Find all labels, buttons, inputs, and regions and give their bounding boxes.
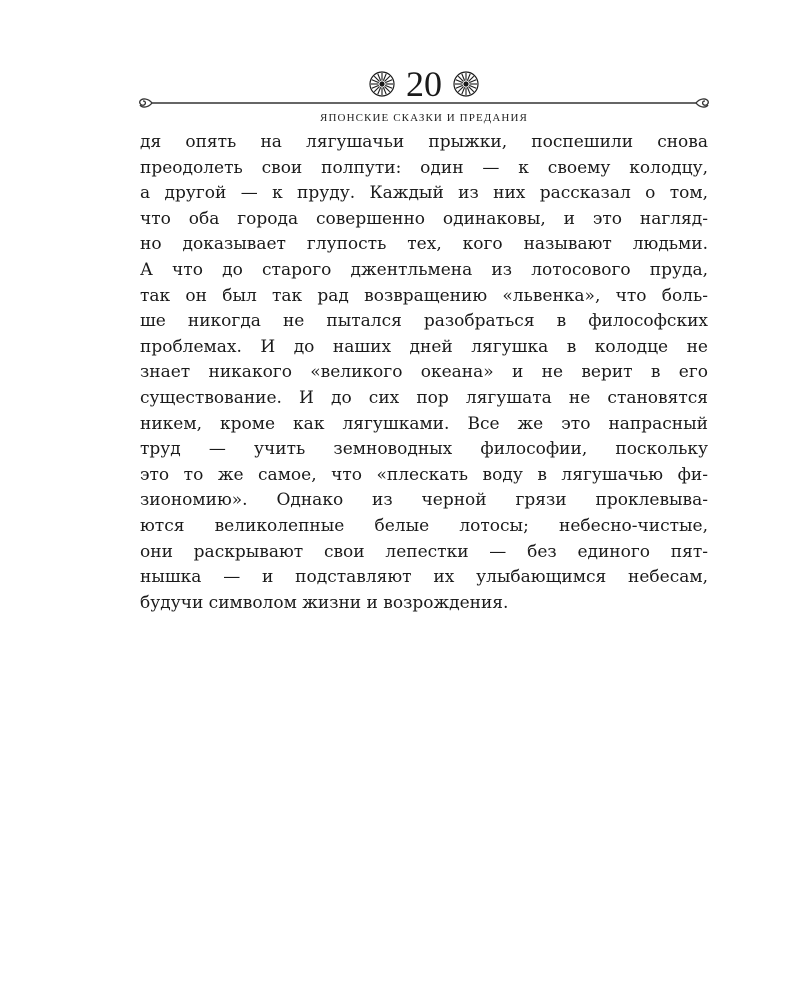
text-line: преодолеть свои полпути: один — к своему колодцу, bbox=[140, 157, 708, 178]
text-line: никем, кроме как лягушками. Все же это напрасный bbox=[140, 413, 708, 434]
text-line: это то же самое, что «плескать воду в лягушачью фи- bbox=[140, 464, 708, 485]
text-line: ются великолепные белые лотосы; небесно-чистые, bbox=[140, 515, 708, 536]
chrysanthemum-icon bbox=[452, 70, 480, 98]
text-line: так он был так рад возвращению «львенка», что боль- bbox=[140, 285, 708, 306]
text-line: знает никакого «великого океана» и не верит в его bbox=[140, 362, 708, 383]
text-line: существование. И до сих пор лягушата не становятся bbox=[140, 387, 708, 408]
text-line: но доказывает глупость тех, кого называют людьми. bbox=[140, 234, 708, 255]
body-text bbox=[140, 130, 708, 616]
page-header bbox=[138, 62, 710, 128]
text-line: зиономию». Однако из черной грязи проклевыва- bbox=[140, 490, 708, 511]
flourish-icon bbox=[140, 99, 152, 107]
chrysanthemum-icon bbox=[368, 70, 396, 98]
running-title: ЯПОНСКИЕ СКАЗКИ И ПРЕДАНИЯ bbox=[320, 112, 528, 124]
text-line: а другой — к пруду. Каждый из них рассказал о том, bbox=[140, 183, 708, 204]
header-rule bbox=[138, 96, 710, 110]
text-line: нышка — и подставляют их улыбающимся небесам, bbox=[140, 567, 708, 588]
text-line: труд — учить земноводных философии, поскольку bbox=[140, 439, 708, 460]
text-line: дя опять на лягушачьи прыжки, поспешили снова bbox=[140, 132, 708, 152]
text-line: проблемах. И до наших дней лягушка в колодце не bbox=[140, 336, 708, 357]
text-line: А что до старого джентльмена из лотосового пруда, bbox=[140, 259, 708, 280]
flourish-icon bbox=[696, 99, 708, 107]
text-line: они раскрывают свои лепестки — без единого пят- bbox=[140, 541, 708, 562]
text-line: ше никогда не пытался разобраться в философских bbox=[140, 311, 708, 332]
text-line: будучи символом жизни и возрождения. bbox=[140, 592, 509, 613]
page-number: 20 bbox=[406, 64, 442, 104]
text-line: что оба города совершенно одинаковы, и это нагляд- bbox=[140, 208, 708, 229]
